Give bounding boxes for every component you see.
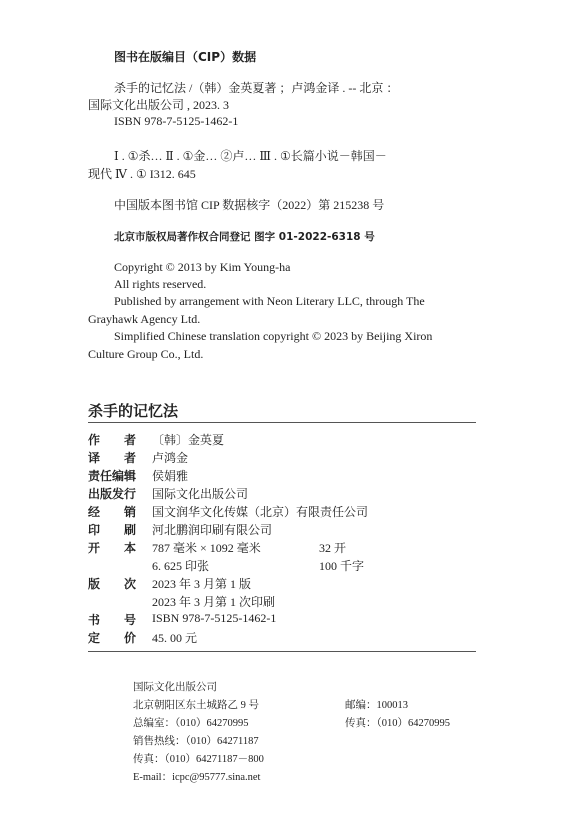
credit-label-printer: 印 刷	[88, 523, 137, 537]
contact-email: E-mail：icpc@95777.sina.net	[133, 772, 261, 783]
credit-label-isbn: 书 号	[88, 613, 137, 627]
contact-editorial-phone: 总编室：（010）64270995	[133, 718, 249, 729]
credit-value-printing: 2023 年 3 月第 1 次印刷	[152, 595, 276, 609]
credit-label-editor: 责任编辑	[88, 469, 137, 483]
credit-value-sheets: 6. 625 印张	[152, 559, 210, 573]
credit-label-author: 作 者	[88, 433, 137, 447]
cip-line-5: 现代 Ⅳ . ① I312. 645	[88, 167, 196, 181]
credit-value-editor: 侯娟雅	[152, 469, 189, 483]
contact-publisher: 国际文化出版公司	[133, 682, 217, 693]
copyright-line-4: Grayhawk Agency Ltd.	[88, 312, 201, 326]
credit-value-author: 〔韩〕金英夏	[152, 433, 225, 447]
credit-label-format: 开 本	[88, 541, 137, 555]
credit-value-printer: 河北鹏润印刷有限公司	[152, 523, 273, 537]
credit-label-distributor: 经 销	[88, 505, 137, 519]
cip-line-3: ISBN 978-7-5125-1462-1	[114, 114, 239, 128]
credit-value-format-size: 32 开	[319, 541, 347, 555]
cip-line-2: 国际文化出版公司 , 2023. 3	[88, 98, 230, 112]
contact-postcode: 邮编：100013	[345, 700, 408, 711]
credit-value-publisher: 国际文化出版公司	[152, 487, 249, 501]
copyright-line-5: Simplified Chinese translation copyright © 2023 by Beijing Xiron	[114, 329, 433, 343]
credit-value-distributor: 国文润华文化传媒（北京）有限责任公司	[152, 505, 369, 519]
credit-label-translator: 译 者	[88, 451, 137, 465]
contact-fax-2: 传真：（010）64271187－800	[133, 754, 264, 765]
credits-divider	[88, 651, 476, 652]
contact-address: 北京朝阳区东土城路乙 9 号	[133, 700, 259, 711]
book-title: 杀手的记忆法	[88, 402, 179, 420]
credit-value-price: 45. 00 元	[152, 631, 198, 645]
copyright-registration: 北京市版权局著作权合同登记 图字 01-2022-6318 号	[114, 231, 375, 243]
contact-sales-hotline: 销售热线：（010）64271187	[133, 736, 259, 747]
credit-label-publisher: 出版发行	[88, 487, 137, 501]
cip-verify: 中国版本图书馆 CIP 数据核字（2022）第 215238 号	[114, 198, 385, 212]
cip-heading: 图书在版编目（CIP）数据	[114, 50, 257, 64]
contact-fax-1: 传真：（010）64270995	[345, 718, 450, 729]
copyright-line-2: All rights reserved.	[114, 277, 207, 291]
copyright-line-1: Copyright © 2013 by Kim Young-ha	[114, 260, 291, 274]
credit-label-price: 定 价	[88, 631, 137, 645]
credit-value-edition: 2023 年 3 月第 1 版	[152, 577, 252, 591]
credit-value-isbn: ISBN 978-7-5125-1462-1	[152, 611, 277, 625]
copyright-line-6: Culture Group Co., Ltd.	[88, 347, 204, 361]
copyright-line-3: Published by arrangement with Neon Literary LLC, through The	[114, 294, 425, 308]
title-divider	[88, 422, 476, 423]
credit-label-edition: 版 次	[88, 577, 137, 591]
credit-value-format: 787 毫米 × 1092 毫米	[152, 541, 261, 555]
credit-value-translator: 卢鸿金	[152, 451, 189, 465]
cip-line-4: Ⅰ . ①杀… Ⅱ . ①金… ②卢… Ⅲ . ①长篇小说－韩国－	[114, 149, 387, 163]
cip-line-1: 杀手的记忆法 /（韩）金英夏著 ；卢鸿金译 . -- 北京 ：	[114, 81, 399, 95]
credit-value-wordcount: 100 千字	[319, 559, 365, 573]
